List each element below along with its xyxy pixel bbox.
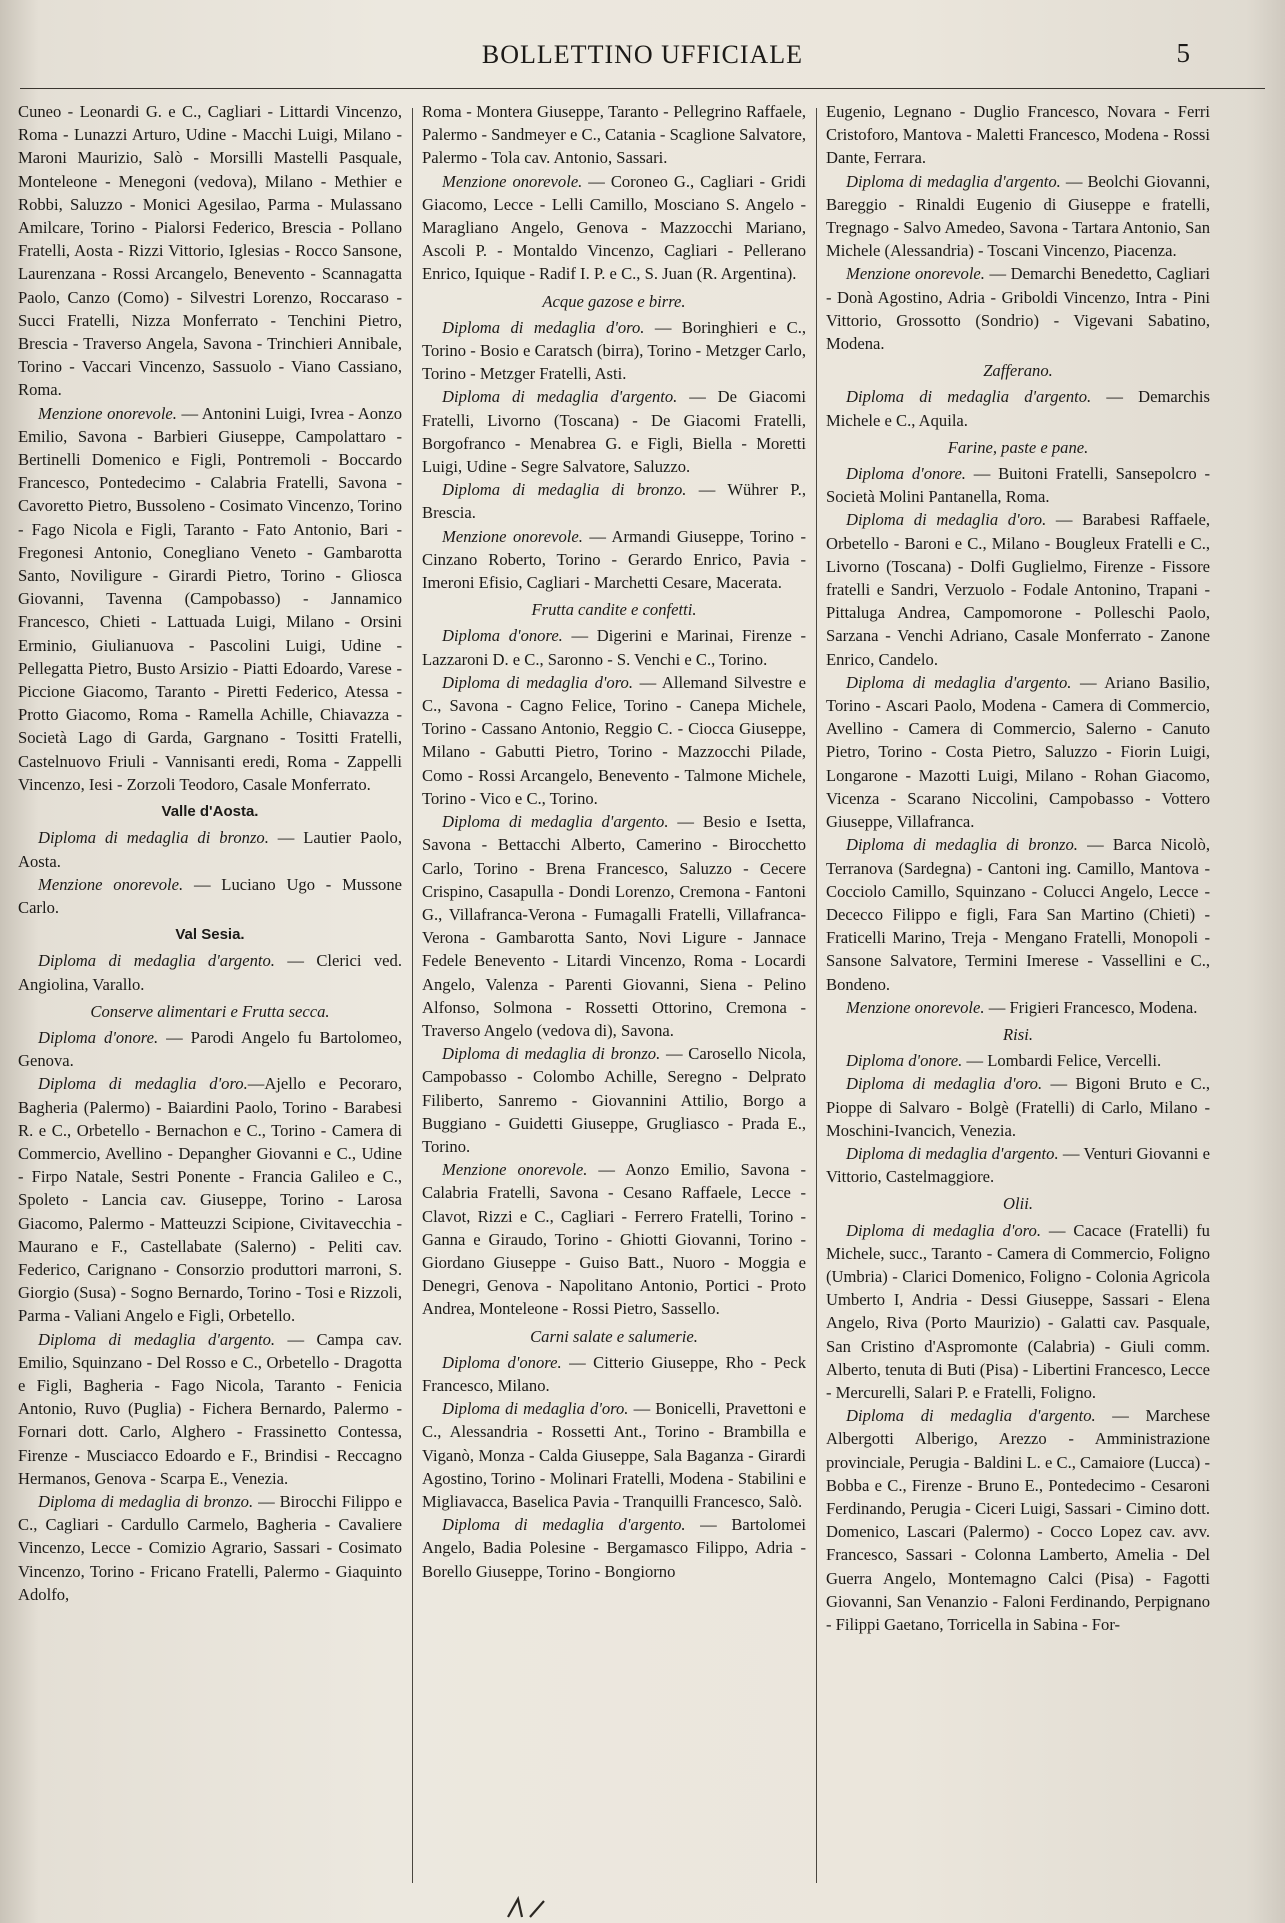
recipients-text: — Bartolomei Angelo, Badia Polesine - Bergamasco Filippo, Adria - Borello Giuseppe, Torino - Bongiorno	[422, 1515, 806, 1581]
award-entry	[826, 833, 1210, 995]
recipients-text: — Boringhieri e C., Torino - Bosio e Caratsch (birra), Torino - Metzger Carlo, Torino - Metzger Fratelli, Asti.	[422, 317, 806, 384]
recipients-text: — Wührer P., Brescia.	[422, 480, 806, 523]
award-entry	[422, 1042, 806, 1158]
recipients-text: — Clerici ved. Angiolina, Varallo.	[18, 951, 402, 994]
recipients-text: — Parodi Angelo fu Bartolomeo, Genova.	[18, 1027, 402, 1071]
section-heading: Zafferano.	[983, 361, 1053, 381]
recipients-text: — Demarchi Benedetto, Cagliari - Donà Agostino, Adria - Griboldi Vincenzo, Intra - Pini Vittorio, Grossotto (Sondrio) - Vigevani Sabatino, Modena.	[826, 264, 1210, 354]
award-entry	[826, 462, 1210, 508]
award-entry	[422, 1351, 806, 1397]
recipients-text: — Campa cav. Emilio, Squinzano - Del Rosso e C., Orbetello - Dragotta e Figli, Bagheria - Fago Nicola, Taranto - Fenicia Antonio, Ruvo (Puglia) - Fichera Bernardo, Palermo - Fornari dott. Carlo, Alghero - Frassinetto Contessa, Firenze - Musciacco Edoardo e F., Brindisi - Reccagno Hermanos, Genova - Scarpa E., Venezia.	[18, 1329, 402, 1488]
recipients-text: — Birocchi Filippo e C., Cagliari - Cardullo Carmelo, Bagheria - Cavaliere Vincenzo, Lecce - Comizio Agrario, Sassari - Cosimato Vincenzo, Torino - Fricano Fratelli, Palermo - Giaquinto Adolfo,	[18, 1491, 402, 1604]
award-name: Diploma d'onore.	[442, 1352, 562, 1372]
award-entry	[826, 262, 1210, 355]
award-entry	[826, 671, 1210, 833]
recipients-text: — Allemand Silvestre e C., Savona - Cagno Felice, Torino - Canepa Michele, Torino - Cassano Antonio, Reggio C. - Ciocca Giuseppe, Milano - Gabutti Pietro, Torino - Mazzocchi Pilade, Como - Rossi Arcangelo, Benevento - Talmone Michele, Torino - Vico e C., Torino.	[422, 672, 806, 808]
award-name: Diploma di medaglia d'oro.	[846, 1074, 1043, 1094]
page-header	[0, 28, 1285, 90]
recipients-text: — Digerini e Marinai, Firenze - Lazzaroni D. e C., Saronno - S. Venchi e C., Torino.	[422, 626, 806, 669]
recipients-text: — Barca Nicolò, Terranova (Sardegna) - Cantoni ing. Camillo, Mantova - Cocciolo Camillo, Squinzano - Colucci Angelo, Lecce - Dececco Filippo e figli, Fara San Martino (Chieti) - Fraticelli Marino, Treja - Mengano Fratelli, Monopoli - Sansone Salvatore, Termini Imerese - Vassellini e C., Bondeno.	[826, 835, 1210, 994]
award-entry	[422, 316, 806, 386]
award-entry	[826, 508, 1210, 670]
award-name: Menzione onorevole.	[38, 403, 177, 423]
award-name: Diploma di medaglia d'oro.	[442, 317, 645, 337]
award-name: Diploma di medaglia di bronzo.	[442, 1044, 661, 1064]
recipients-text: — Demarchis Michele e C., Aquila.	[826, 387, 1210, 430]
award-entry	[422, 478, 806, 524]
column-divider	[816, 108, 817, 1883]
award-entry	[826, 1142, 1210, 1188]
award-name: Menzione onorevole.	[846, 264, 985, 284]
award-entry	[18, 826, 402, 872]
award-name: Diploma di medaglia d'argento.	[846, 1143, 1059, 1163]
text-columns	[18, 100, 1218, 1900]
section-heading: Acque gazose e birre.	[542, 291, 686, 311]
award-name: Diploma di medaglia di bronzo.	[442, 480, 687, 500]
award-name: Diploma di medaglia d'argento.	[442, 812, 669, 832]
award-name: Diploma d'onore.	[846, 1051, 963, 1071]
award-name: Menzione onorevole.	[442, 171, 583, 191]
award-entry	[18, 402, 402, 796]
award-name: Diploma d'onore.	[846, 464, 966, 484]
recipients-text: — Aonzo Emilio, Savona - Calabria Fratelli, Savona - Cesano Raffaele, Lecce - Clavot, Rizzi e C., Cagliari - Ferrero Fratelli, Torino - Ganna e Giraudo, Torino - Ghiotti Giovanni, Torino - Giordano Giuseppe - Guiso Batt., Nuoro - Moggia e Denegri, Genova - Napolitano Antonio, Portici - Proto Andrea, Monteleone - Rossi Pietro, Sassello.	[422, 1160, 806, 1319]
header-rule	[20, 88, 1265, 89]
award-name: Diploma di medaglia d'oro.	[38, 1074, 248, 1094]
column-right	[826, 100, 1210, 1890]
award-entry	[422, 1158, 806, 1320]
award-name: Diploma di medaglia di bronzo.	[38, 828, 269, 848]
section-heading: Risi.	[1003, 1024, 1033, 1044]
continued-paragraph	[18, 100, 402, 402]
award-entry	[826, 1072, 1210, 1142]
recipients-text: — Buitoni Fratelli, Sansepolcro - Società Molini Pantanella, Roma.	[826, 464, 1210, 507]
award-entry	[422, 525, 806, 595]
award-entry	[18, 1026, 402, 1072]
recipients-text: — Luciano Ugo - Mussone Carlo.	[18, 874, 402, 917]
section-heading: Farine, paste e pane.	[947, 437, 1089, 457]
column-middle	[422, 100, 806, 1890]
award-name: Diploma di medaglia d'argento.	[38, 1329, 276, 1349]
award-name: Diploma di medaglia di bronzo.	[846, 835, 1078, 855]
award-entry	[18, 873, 402, 919]
section-heading: Conserve alimentari e Frutta secca.	[90, 1001, 330, 1021]
recipients-text: — Coroneo G., Cagliari - Gridi Giacomo, Lecce - Lelli Camillo, Mosciano S. Angelo - Maragliano Angelo, Genova - Mazzocchi Mariano, Ascoli P. - Montaldo Vincenzo, Cagliari - Pellerano Enrico, Iquique - Radif I. P. e C., S. Juan (R. Argentina).	[422, 171, 806, 284]
recipients-text: — Armandi Giuseppe, Torino - Cinzano Roberto, Torino - Gerardo Enrico, Pavia - Imeroni Efisio, Cagliari - Marchetti Cesare, Macerata.	[422, 526, 806, 593]
recipients-text: —Ajello e Pecoraro, Bagheria (Palermo) - Baiardini Paolo, Torino - Barabesi R. e C., Orbetello - Bernachon e C., Torino - Camera di Commercio, Avellino - Depangher Giovanni e C., Udine - Firpo Natale, Sestri Ponente - Francia Galileo e C., Spoleto - Lancia cav. Giuseppe, Torino - Larosa Giacomo, Palermo - Matteuzzi Scipione, Civitavecchia - Maurano e F., Castellabate (Salerno) - Peliti cav. Federico, Carignano - Consorzio produttori marroni, S. Giorgio (Susa) - Sogno Bernardo, Torino - Tosi e Rizzoli, Parma - Valiani Angelo e Figli, Orbetello.	[18, 1074, 402, 1326]
award-name: Menzione onorevole.	[442, 526, 583, 546]
recipients-text: — De Giacomi Fratelli, Livorno (Toscana) - De Giacomi Fratelli, Borgofranco - Menabrea G. e Figli, Biella - Moretti Luigi, Udine - Segre Salvatore, Saluzzo.	[422, 387, 806, 477]
award-entry	[422, 1513, 806, 1583]
award-name: Diploma di medaglia d'argento.	[846, 387, 1092, 407]
column-left	[18, 100, 402, 1890]
section-heading: Val Sesia.	[175, 926, 245, 944]
award-entry	[422, 624, 806, 670]
recipients-text: — Lombardi Felice, Vercelli.	[962, 1051, 1162, 1071]
award-name: Diploma di medaglia d'argento.	[846, 1406, 1096, 1426]
award-entry	[422, 1397, 806, 1513]
award-entry	[826, 170, 1210, 263]
section-heading: Olii.	[1003, 1194, 1033, 1214]
section-heading: Frutta candite e confetti.	[531, 600, 697, 620]
recipients-text: Roma - Montera Giuseppe, Taranto - Pellegrino Raffaele, Palermo - Sandmeyer e C., Catania - Scaglione Salvatore, Palermo - Tola cav. Antonio, Sassari.	[422, 102, 806, 168]
recipients-text: — Frigieri Francesco, Modena.	[984, 997, 1198, 1017]
continued-paragraph	[826, 100, 1210, 170]
award-entry	[826, 385, 1210, 431]
recipients-text: — Bigoni Bruto e C., Pioppe di Salvaro - Bolgè (Fratelli) di Carlo, Milano - Moschini-Ivancich, Venezia.	[826, 1074, 1210, 1140]
award-entry	[422, 170, 806, 286]
page-number: 5	[1176, 38, 1190, 68]
award-entry	[18, 1490, 402, 1606]
column-divider	[412, 108, 413, 1883]
award-entry	[18, 949, 402, 995]
award-name: Diploma di medaglia d'argento.	[38, 951, 275, 971]
recipients-text: Eugenio, Legnano - Duglio Francesco, Novara - Ferri Cristoforo, Mantova - Maletti Francesco, Modena - Rossi Dante, Ferrara.	[826, 102, 1210, 168]
recipients-text: — Antonini Luigi, Ivrea - Aonzo Emilio, Savona - Barbieri Giuseppe, Campolattaro - Bertinelli Domenico e Figli, Pontremoli - Boccardo Francesco, Pontedecimo - Calabria Fratelli, Savona - Cavoretto Pietro, Bussoleno - Cosimato Vincenzo, Torino - Fago Nicola e Figli, Taranto - Fato Antonio, Bari - Fregonesi Antonio, Conegliano Veneto - Gambarotta Santo, Noviligure - Girardi Pietro, Torino - Gliosca Giovanni, Tavenna (Campobasso) - Jannamico Francesco, Chieti - Lattuada Luigi, Milano - Orsini Erminio, Giulianuova - Pascolini Luigi, Udine - Pellegatta Pietro, Busto Arsizio - Piatti Edoardo, Varese - Piccione Giacomo, Taranto - Piretti Federico, Atessa - Protto Giacomo, Roma - Ramella Achille, Chiavazza - Società Lago di Garda, Gargnano - Tositti Fratelli, Castelnuovo Friuli - Vannisanti eredi, Roma - Zappelli Vincenzo, Iesi - Zorzoli Teodoro, Casale Monferrato.	[18, 403, 402, 794]
recipients-text: — Beolchi Giovanni, Bareggio - Rinaldi Eugenio di Giuseppe e fratelli, Tregnago - Salvo Amedeo, Savona - Tartara Antonio, San Michele (Alessandria) - Toscani Vincenzo, Piacenza.	[826, 171, 1210, 261]
bulletin-title: BOLLETTINO UFFICIALE	[481, 40, 804, 69]
recipients-text: — Bonicelli, Pravettoni e C., Alessandria - Rossetti Ant., Torino - Brambilla e Viganò, Monza - Calda Giuseppe, Sala Baganza - Girardi Agostino, Torino - Molinari Fratelli, Modena - Stabilini e Migliavacca, Baselica Pavia - Tranquilli Francesco, Salò.	[422, 1399, 806, 1511]
award-name: Diploma di medaglia d'argento.	[846, 171, 1061, 191]
award-name: Diploma di medaglia di bronzo.	[38, 1491, 254, 1511]
award-entry	[422, 385, 806, 478]
award-name: Diploma di medaglia d'oro.	[846, 1220, 1041, 1240]
recipients-text: — Cacace (Fratelli) fu Michele, succ., Taranto - Camera di Commercio, Foligno (Umbria) - Clarici Domenico, Foligno - Colonia Agricola Umberto I, Andria - Dessi Giuseppe, Sassari - Elena Angelo, Riva (Porto Maurizio) - Galatti cav. Pasquale, San Cristino d'Aspromonte (Calabria) - Giuli comm. Alberto, tenuta di Buti (Pisa) - Libertini Francesco, Lecce - Mercurelli, Salari P. e Fratelli, Foligno.	[826, 1220, 1210, 1402]
award-entry	[18, 1328, 402, 1490]
award-name: Diploma di medaglia d'oro.	[442, 672, 633, 692]
award-name: Diploma di medaglia d'argento.	[846, 672, 1072, 692]
award-entry	[826, 1404, 1210, 1636]
recipients-text: — Marchese Albergotti Alberigo, Arezzo - Amministrazione provinciale, Perugia - Baldini L. e C., Camaiore (Lucca) - Bobba e C., Firenze - Bruno E., Pontedecimo - Cesaroni Ferdinando, Perugia - Ciceri Luigi, Sassari - Cimino dott. Domenico, Lascari (Palermo) - Cocco Lopez cav. avv. Francesco, Sassari - Colonna Lamberto, Amelia - Del Guerra Angelo, Montemagno Calci (Pisa) - Fagotti Giovanni, San Venanzio - Faloni Ferdinando, Perpignano - Filippi Gaetano, Torricella in Sabina - For-	[826, 1406, 1210, 1634]
award-entry	[18, 1072, 402, 1327]
recipients-text: — Ariano Basilio, Torino - Ascari Paolo, Modena - Camera di Commercio, Avellino - Camera di Commercio, Salerno - Canuto Pietro, Torino - Costa Pietro, Saluzzo - Fiorin Luigi, Longarone - Mazotti Luigi, Milano - Rohan Giacomo, Vicenza - Scarano Niccolini, Campobasso - Vottero Giuseppe, Villafranca.	[826, 672, 1210, 832]
recipients-text: — Venturi Giovanni e Vittorio, Castelmaggiore.	[826, 1143, 1210, 1187]
award-name: Diploma di medaglia d'argento.	[442, 387, 678, 407]
recipients-text: — Lautier Paolo, Aosta.	[18, 828, 402, 871]
recipients-text: — Barabesi Raffaele, Orbetello - Baroni e C., Milano - Bougleux Fratelli e C., Livorno (Toscana) - Dolfi Guglielmo, Firenze - Fissore fratelli e Sandri, Verzuolo - Fodale Antonino, Trapani - Pittaluga Andrea, Campomorone - Polleschi Paolo, Sarzana - Venchi Adriano, Casale Monferrato - Zanone Enrico, Candelo.	[826, 510, 1210, 669]
award-entry	[826, 1049, 1210, 1072]
award-name: Diploma di medaglia d'argento.	[442, 1515, 686, 1535]
award-entry	[422, 671, 806, 810]
recipients-text: — Carosello Nicola, Campobasso - Colombo Achille, Seregno - Delprato Filiberto, Sanremo - Giovannini Attilio, Borgo a Buggiano - Guidetti Giuseppe, Grugliasco - Prada E., Torino.	[422, 1044, 806, 1156]
section-heading: Carni salate e salumerie.	[530, 1326, 698, 1346]
award-name: Diploma d'onore.	[442, 626, 563, 646]
recipients-text: — Besio e Isetta, Savona - Bettacchi Alberto, Camerino - Birocchetto Carlo, Torino - Brena Francesco, Saluzzo - Cecere Crispino, Casapulla - Dondi Lorenzo, Cremona - Fantoni G., Villafranca-Verona - Fumagalli Fratelli, Villafranca-Verona - Gambarotta Santo, Novi Ligure - Jannace Fedele Benevento - Litardi Vincenzo, Roma - Locardi Angelo, Valenza - Parenti Giovanni, Siena - Pelino Alfonso, Solmona - Rossetti Ottorino, Cremona - Traverso Angelo (vedova di), Savona.	[422, 812, 806, 1040]
continued-paragraph	[422, 100, 806, 170]
award-name: Menzione onorevole.	[442, 1160, 588, 1180]
ink-mark	[500, 1895, 560, 1919]
award-name: Diploma di medaglia d'oro.	[846, 510, 1047, 530]
recipients-text: — Citterio Giuseppe, Rho - Peck Francesco, Milano.	[422, 1352, 806, 1395]
award-name: Diploma d'onore.	[38, 1027, 159, 1047]
section-heading: Valle d'Aosta.	[161, 803, 259, 821]
award-name: Diploma di medaglia d'oro.	[442, 1399, 629, 1419]
award-entry	[422, 810, 806, 1042]
recipients-text: Cuneo - Leonardi G. e C., Cagliari - Littardi Vincenzo, Roma - Lunazzi Arturo, Udine - Macchi Luigi, Milano - Maroni Maurizio, Salò - Morsilli Mastelli Pasquale, Monteleone - Menegoni (vedova), Milano - Methier e Robbi, Saluzzo - Monici Agesilao, Parma - Mulassano Amilcare, Torino - Pialorsi Federico, Brescia - Pollano Fratelli, Aosta - Rizzi Vittorio, Iglesias - Rocco Sansone, Laurenzana - Rossi Arcangelo, Benevento - Scannagatta Paolo, Canzo (Como) - Silvestri Lorenzo, Roccaraso - Succi Fratelli, Nizza Monferrato - Tenchini Pietro, Brescia - Traverso Angela, Savona - Trinchieri Annibale, Torino - Vaccari Vincenzo, Sassuolo - Viano Cassiano, Roma.	[18, 102, 402, 400]
award-entry	[826, 996, 1210, 1019]
award-name: Menzione onorevole.	[38, 874, 184, 894]
award-name: Menzione onorevole.	[846, 997, 985, 1017]
award-entry	[826, 1219, 1210, 1405]
